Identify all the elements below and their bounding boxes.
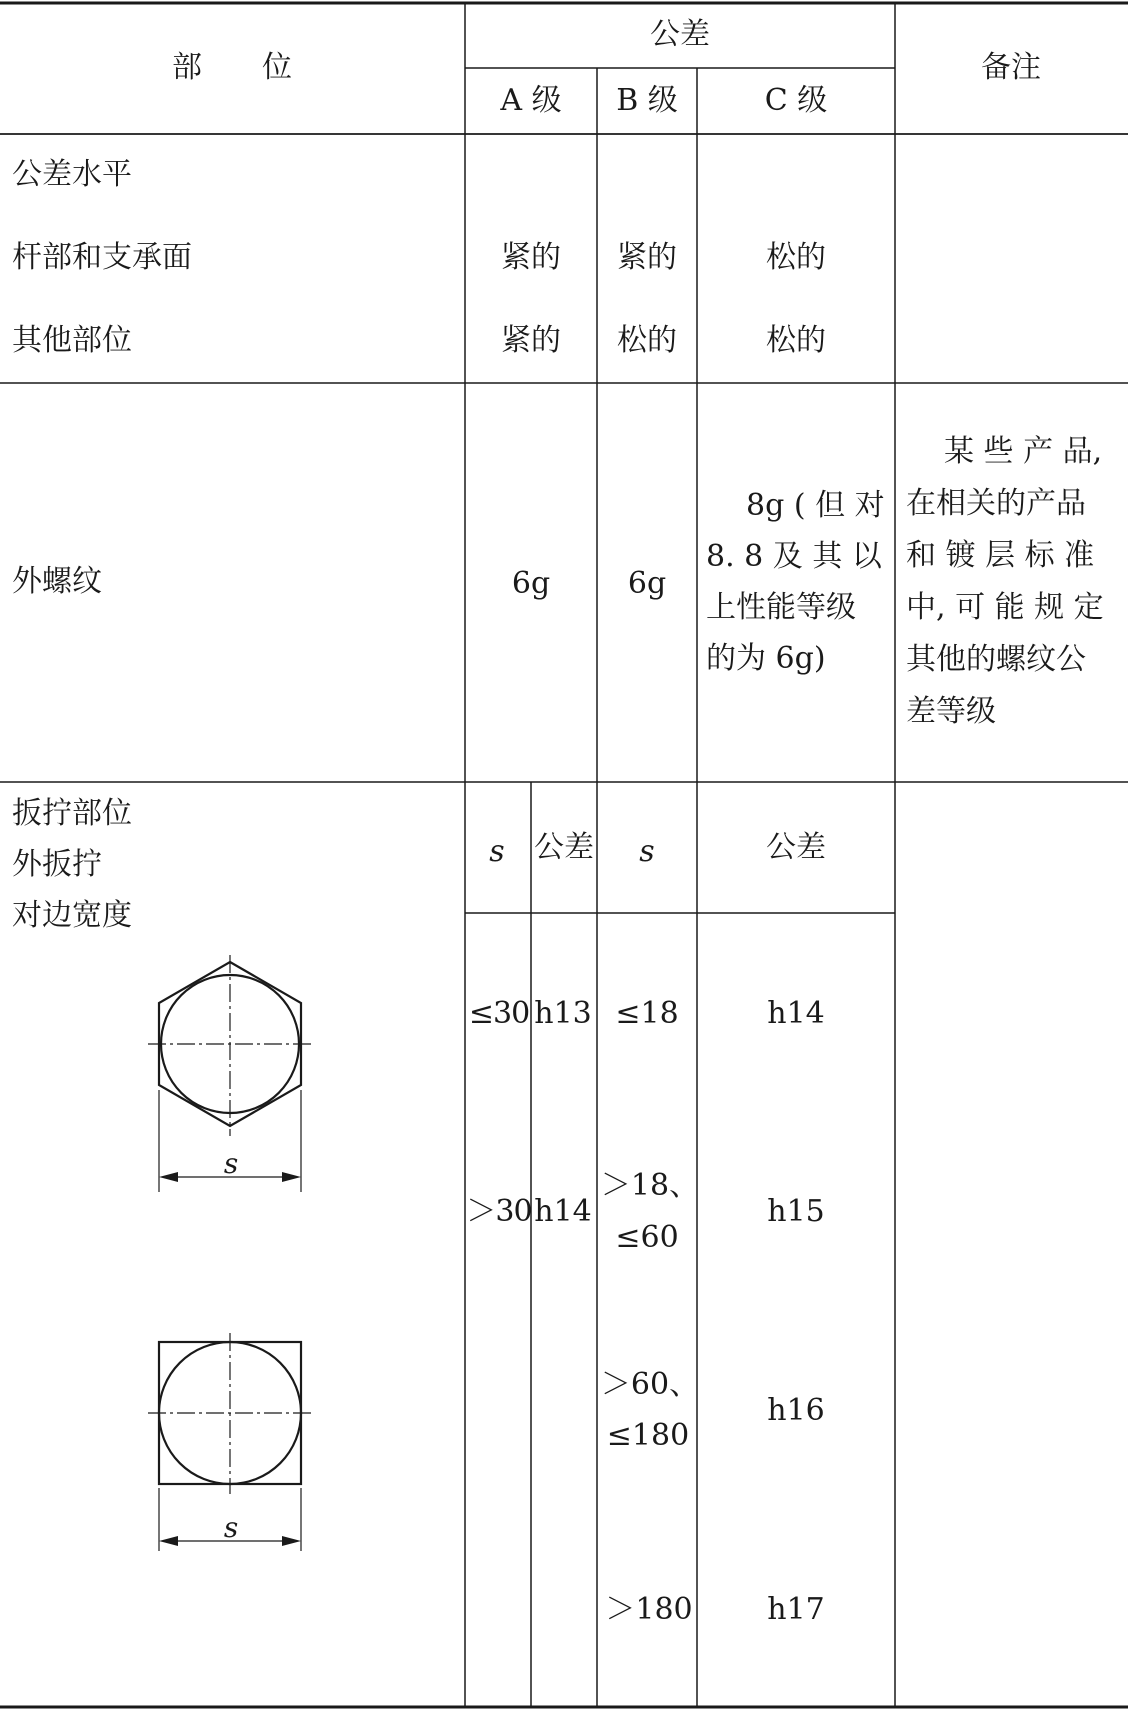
grade-a-tolerance-value: h13 (534, 996, 592, 1031)
position-column-header: 部 位 (172, 50, 292, 85)
grade-bc-s-header: s (639, 834, 655, 869)
shank-grade-a: 紧的 (501, 240, 561, 275)
grade-a-tolerance-value: h14 (534, 1194, 592, 1229)
grade-a-header: A 级 (500, 83, 562, 118)
grade-bc-tolerance-value: h16 (767, 1393, 825, 1428)
other-grade-a: 紧的 (501, 323, 561, 358)
tolerance-group-header: 公差 (650, 17, 710, 52)
external-thread-grade-c-line: 上性能等级 (706, 590, 856, 625)
shank-grade-b: 紧的 (617, 240, 677, 275)
remarks-column-header: 备注 (981, 50, 1041, 85)
remark-line: 其他的螺纹公 (906, 642, 1086, 677)
wrenching-label-line: 扳拧部位 (12, 796, 132, 831)
grade-bc-tolerance-value: h14 (767, 996, 825, 1031)
grade-bc-s-value: ＞18、 (600, 1168, 700, 1203)
grade-a-tolerance-header: 公差 (534, 830, 594, 865)
grade-a-s-value: ＞30 (466, 1194, 532, 1229)
external-thread-grade-c-line: 8. 8 及 其 以 (706, 539, 882, 574)
other-grade-c: 松的 (766, 323, 826, 358)
remark-line: 在相关的产品 (906, 486, 1086, 521)
remark-line: 差等级 (906, 694, 996, 729)
external-thread-grade-c-line: 的为 6g) (706, 641, 826, 676)
external-thread-grade-a: 6g (511, 566, 551, 601)
external-thread-grade-c-line: 8g ( 但 对 (746, 488, 885, 523)
grade-bc-tolerance-value: h15 (767, 1194, 825, 1229)
external-thread-grade-b: 6g (627, 566, 667, 601)
grade-a-s-header: s (489, 834, 505, 869)
hex-dimension-label: s (223, 1147, 239, 1180)
remark-line: 某 些 产 品, (944, 434, 1103, 469)
row-label-other: 其他部位 (12, 323, 132, 358)
grade-bc-s-value: ≤180 (606, 1418, 690, 1453)
grade-a-s-value: ≤30 (468, 996, 530, 1031)
other-grade-b: 松的 (617, 323, 677, 358)
grade-bc-tolerance-value: h17 (767, 1592, 825, 1627)
remark-line: 和 镀 层 标 准 (906, 538, 1095, 573)
grade-bc-tolerance-header: 公差 (766, 830, 826, 865)
tolerance-level-title: 公差水平 (12, 157, 132, 192)
grade-bc-s-value: ＞180 (605, 1592, 693, 1627)
remark-line: 中, 可 能 规 定 (906, 590, 1104, 625)
grade-c-header: C 级 (764, 83, 828, 118)
grade-bc-s-value: ≤60 (615, 1220, 679, 1255)
wrenching-label-line: 对边宽度 (12, 898, 132, 933)
row-label-shank: 杆部和支承面 (12, 240, 192, 275)
shank-grade-c: 松的 (766, 240, 826, 275)
grade-bc-s-value: ≤18 (615, 996, 679, 1031)
external-thread-label: 外螺纹 (12, 564, 102, 599)
grade-bc-s-value: ＞60、 (600, 1367, 700, 1402)
square-dimension-label: s (223, 1511, 239, 1544)
grade-b-header: B 级 (616, 83, 678, 118)
wrenching-label-line: 外扳拧 (12, 847, 102, 882)
